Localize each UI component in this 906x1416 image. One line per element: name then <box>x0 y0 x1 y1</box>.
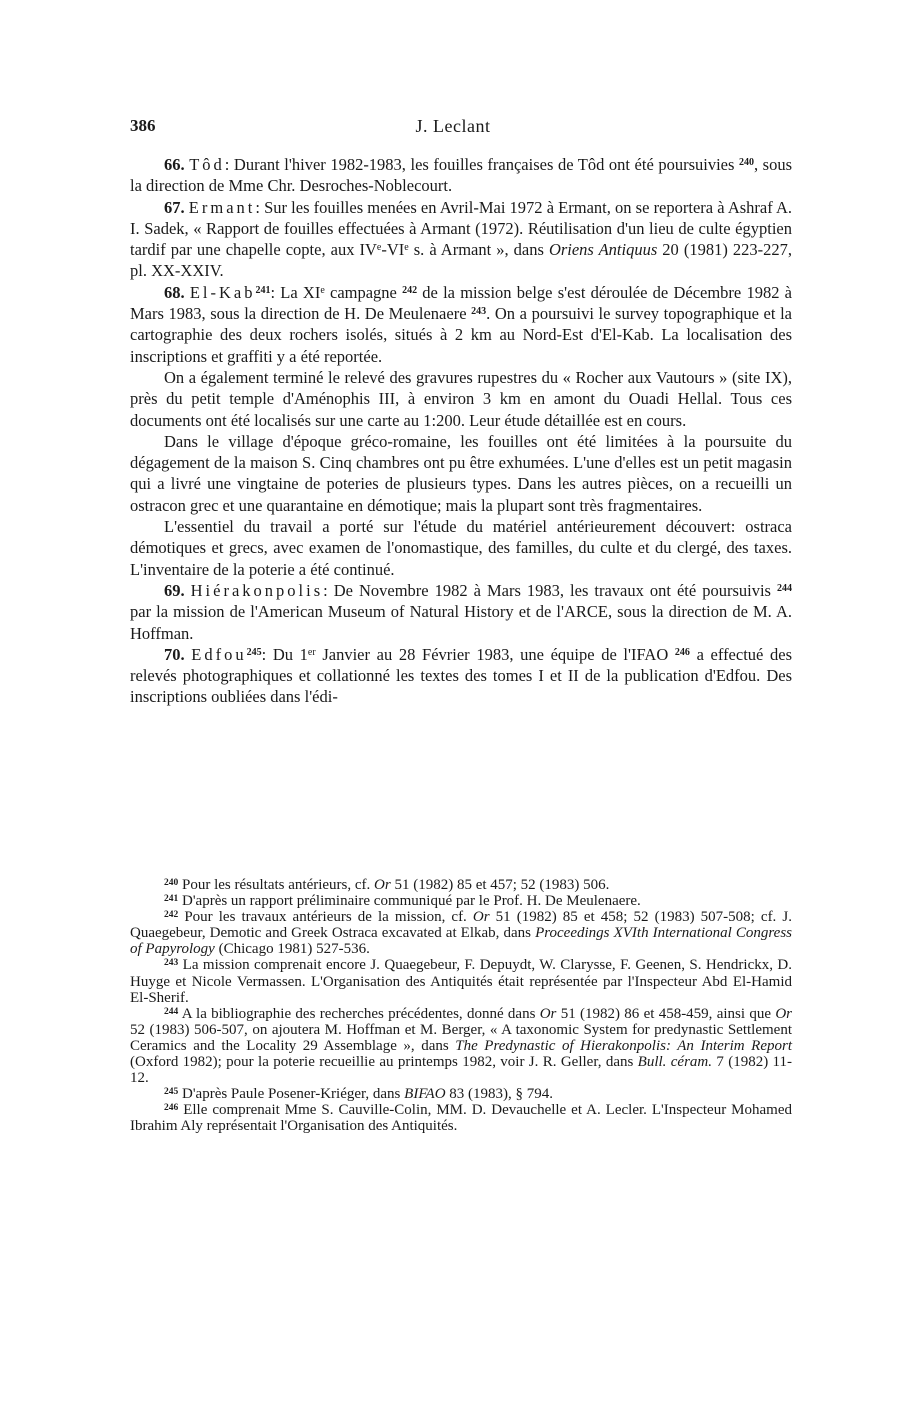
site-name: Ermant <box>188 197 256 217</box>
journal-title: Oriens Antiquus <box>548 240 658 260</box>
footnotes <box>130 877 792 1135</box>
site-name: Edfou <box>191 644 247 664</box>
section-number: 66. <box>164 155 185 174</box>
footnote-ref: 243 <box>471 306 487 318</box>
page-number: 386 <box>130 116 156 135</box>
section-number: 68. <box>164 282 185 302</box>
footnote-240: $^{240}$ Pour les résultats antérieurs, cf. Or 51 (1982) 85 et 457; 52 (1983) 506. <box>164 877 610 893</box>
footnote-ref: 244 <box>777 582 792 594</box>
footnote-ref: 242 <box>402 284 418 296</box>
paragraph-67: 67. Ermant: Sur les fouilles menées en Avril-Mai 1972 à Ermant, on se reportera à Ashraf A. I. Sadek, « Rapport de fouilles effectuées à Armant (1972). Réutilisation d'un lieu de culte égyptien tardif par une chapelle copte, aux IVe-VIe s. à Armant », dans Oriens Antiquus 20 (1981) 223-227, pl. XX-XXIV. <box>130 197 792 281</box>
paragraph-70: 70. Edfou$^{245}$: Du 1er Janvier au 28 Février 1983, une équipe de l'IFAO $^{246}$ a effectué des relevés photographiques et collationné les textes des tomes I et II de la publication d'Edfou. Des inscriptions oubliées dans l'édi- <box>130 644 793 707</box>
paragraph-68-rocher: On a également terminé le relevé des gravures rupestres du « Rocher aux Vautours » (site IX), près du petit temple d'Aménophis III, à environ 3 km en amont du Ouadi Hellal. Tous ces documents ont été localisés sur une carte au 1:200. Leur étude détaillée est en cours. <box>130 367 792 430</box>
footnote-ref: 246 <box>674 646 690 658</box>
paragraph-68-village: Dans le village d'époque gréco-romaine, les fouilles ont été limitées à la poursuite du dégagement de la maison S. Cinq chambres ont pu être exhumées. L'une d'elles est un petit magasin qui a livré une vingtaine de poteries de plusieurs types. Dans les autres pièces, on a recueilli un ostracon grec et une quarantaine en démotique; mais la plupart sont très fragmentaires. <box>130 431 792 515</box>
footnote-ref: 245 <box>246 646 262 658</box>
section-number: 67. <box>164 197 185 217</box>
main-text <box>130 154 792 708</box>
footnote-243: $^{243}$ La mission comprenait encore J. Quaegebeur, F. Depuydt, W. Clarysse, F. Geenen, S. Hendrickx, D. Huyge et Nicole Vermassen. L'Organisation des Antiquités était représentée par l'Inspecteur Abd El-Hamid El-Sherif. <box>130 957 792 1006</box>
section-number: 70. <box>164 644 185 664</box>
footnote-242: $^{242}$ Pour les travaux antérieurs de la mission, cf. Or 51 (1982) 85 et 458; 52 (1983) 507-508; cf. J. Quaegebeur, Demotic and Greek Ostraca excavated at Elkab, dans Proceedings XVIth International Congress of Papyrology (Chicago 1981) 527-536. <box>130 909 792 958</box>
footnote-245: $^{245}$ D'après Paule Posener-Kriéger, dans BIFAO 83 (1983), § 794. <box>164 1086 554 1103</box>
footnote-ref: 241 <box>255 284 271 296</box>
footnote-ref: 240 <box>738 157 754 168</box>
site-name: Hiérakonpolis <box>190 580 324 600</box>
site-name: El-Kab <box>189 282 256 302</box>
footnote-244: $^{244}$ A la bibliographie des recherches précédentes, donné dans Or 51 (1982) 86 et 458-459, ainsi que Or 52 (1983) 506-507, on ajoutera M. Hoffman et M. Berger, « A taxonomic System for predynastic Settlement Ceramics and the Locality 29 Assemblage », dans The Predynastic of Hierakonpolis: An Interim Report (Oxford 1982); pour la poterie recueillie au printemps 1982, voir J. R. Geller, dans Bull. céram. 7 (1982) 11-12. <box>130 1005 793 1087</box>
footnote-246: $^{246}$ Elle comprenait Mme S. Cauville-Colin, MM. D. Devauchelle et A. Lecler. L'Inspecteur Mohamed Ibrahim Aly représentait l'Organisation des Antiquités. <box>130 1102 792 1135</box>
site-name: Tôd <box>189 155 225 174</box>
paragraph-68: 68. El-Kab$^{241}$: La XIe campagne $^{242}$ de la mission belge s'est déroulée de Décembre 1982 à Mars 1983, sous la direction de H. De Meulenaere $^{243}$. On a poursuivi le survey topographique et la cartographie des deux rochers isolés, situés à 2 km au Nord-Est d'El-Kab. La localisation des inscriptions et graffiti y a été reportée. <box>130 282 792 366</box>
footnote-241: $^{241}$ D'après un rapport préliminaire communiqué par le Prof. H. De Meulenaere. <box>164 893 641 910</box>
paragraph-68-materiel: L'essentiel du travail a porté sur l'étude du matériel antérieurement découvert: ostraca démotiques et grecs, avec examen de l'onomastique, des familles, du culte et du clergé, des taxes. L'inventaire de la poterie a été continué. <box>130 517 792 579</box>
paragraph-66: 66. Tôd: Durant l'hiver 1982-1983, les fouilles françaises de Tôd ont été poursuivies $^{240}$, sous la direction de Mme Chr. Desroches-Noblecourt. <box>130 155 793 196</box>
paragraph-69: 69. Hiérakonpolis: De Novembre 1982 à Mars 1983, les travaux ont été poursuivis $^{244}$ par la mission de l'American Museum of Natural History et de l'ARCE, sous la direction de M. A. Hoffman. <box>130 580 792 643</box>
section-number: 69. <box>164 580 185 600</box>
running-title: J. Leclant <box>415 116 491 136</box>
